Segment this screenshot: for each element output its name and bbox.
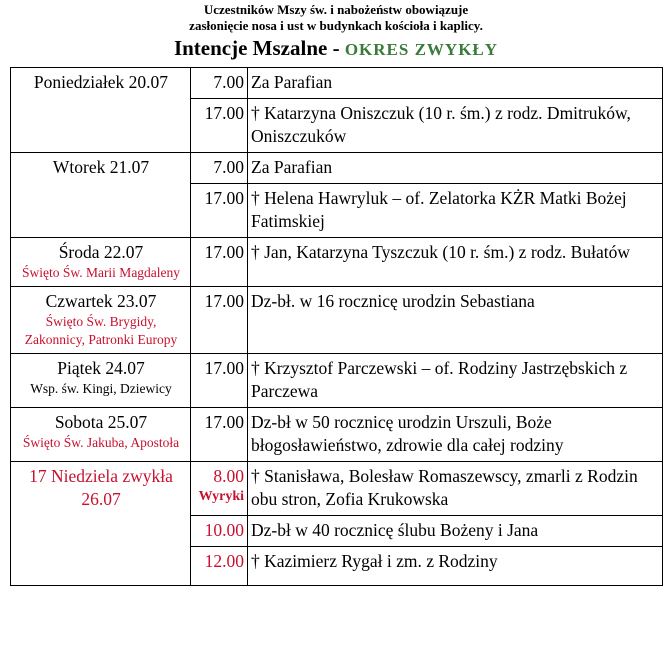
mass-intention: Dz-bł. w 16 rocznicę urodzin Sebastiana <box>248 287 663 354</box>
table-row <box>11 408 663 462</box>
table-row <box>11 238 663 287</box>
notice-line-2: zasłonięcie nosa i ust w budynkach kościoła i kaplicy. <box>189 18 483 33</box>
mass-time: 12.00 <box>191 547 248 586</box>
mass-intention: Dz-bł w 50 rocznicę urodzin Urszuli, Boże błogosławieństwo, zdrowie dla całej rodziny <box>248 408 663 462</box>
mass-time: 7.00 <box>191 68 248 99</box>
day-name: Czwartek 23.07 <box>45 291 157 311</box>
day-name: Poniedziałek 20.07 <box>33 72 169 92</box>
title-subtitle: OKRES ZWYKŁY <box>344 40 499 59</box>
day-cell <box>11 153 191 238</box>
notice-line-1: Uczestników Mszy św. i nabożeństw obowiązuje <box>203 2 469 17</box>
day-name: Wtorek 21.07 <box>52 157 150 177</box>
day-cell <box>11 68 191 153</box>
day-name: Piątek 24.07 <box>57 358 145 378</box>
mass-time: 17.00 <box>191 99 248 153</box>
mass-time: 17.00 <box>191 238 248 287</box>
memorial-name: Wsp. św. Kingi, Dziewicy <box>30 381 172 396</box>
feast-name: Święto Św. Jakuba, Apostoła <box>22 435 180 450</box>
mass-intention: Dz-bł w 40 rocznicę ślubu Bożeny i Jana <box>248 516 663 547</box>
table-row <box>11 462 663 516</box>
day-name: 17 Niedziela zwykła 26.07 <box>29 466 173 509</box>
covid-notice <box>0 0 672 34</box>
day-name: Sobota 25.07 <box>54 412 148 432</box>
day-name: Środa 22.07 <box>58 242 144 262</box>
mass-time: 17.00 <box>191 408 248 462</box>
mass-intention: † Jan, Katarzyna Tyszczuk (10 r. śm.) z rodz. Bułatów <box>248 238 663 287</box>
mass-intention: † Krzysztof Parczewski – of. Rodziny Jastrzębskich z Parczewa <box>248 354 663 408</box>
mass-time: 8.00 <box>213 466 244 486</box>
title-main: Intencje Mszalne - <box>173 36 345 60</box>
mass-location: Wyryki <box>198 489 244 504</box>
day-cell <box>11 287 191 354</box>
mass-intention: † Helena Hawryluk – of. Zelatorka KŻR Matki Bożej Fatimskiej <box>248 184 663 238</box>
table-row <box>11 68 663 99</box>
feast-name: Święto Św. Brygidy, Zakonnicy, Patronki Europy <box>24 314 178 347</box>
page-title <box>0 35 672 63</box>
mass-time: 17.00 <box>191 184 248 238</box>
mass-intention: Za Parafian <box>248 68 663 99</box>
day-cell <box>11 408 191 462</box>
mass-intention: † Stanisława, Bolesław Romaszewscy, zmarli z Rodzin obu stron, Zofia Krukowska <box>248 462 663 516</box>
feast-name: Święto Św. Marii Magdaleny <box>21 265 181 280</box>
table-row <box>11 287 663 354</box>
mass-intention: † Katarzyna Oniszczuk (10 r. śm.) z rodz. Dmitruków, Oniszczuków <box>248 99 663 153</box>
mass-intention: Za Parafian <box>248 153 663 184</box>
table-row <box>11 354 663 408</box>
page-header <box>0 0 672 63</box>
day-cell <box>11 354 191 408</box>
day-cell <box>11 462 191 586</box>
day-cell <box>11 238 191 287</box>
mass-time: 17.00 <box>191 354 248 408</box>
mass-time-cell <box>191 462 248 516</box>
mass-time: 10.00 <box>191 516 248 547</box>
mass-intention: † Kazimierz Rygał i zm. z Rodziny <box>248 547 663 586</box>
mass-time: 7.00 <box>191 153 248 184</box>
mass-time: 17.00 <box>191 287 248 354</box>
mass-intentions-table <box>10 67 663 586</box>
table-row <box>11 153 663 184</box>
